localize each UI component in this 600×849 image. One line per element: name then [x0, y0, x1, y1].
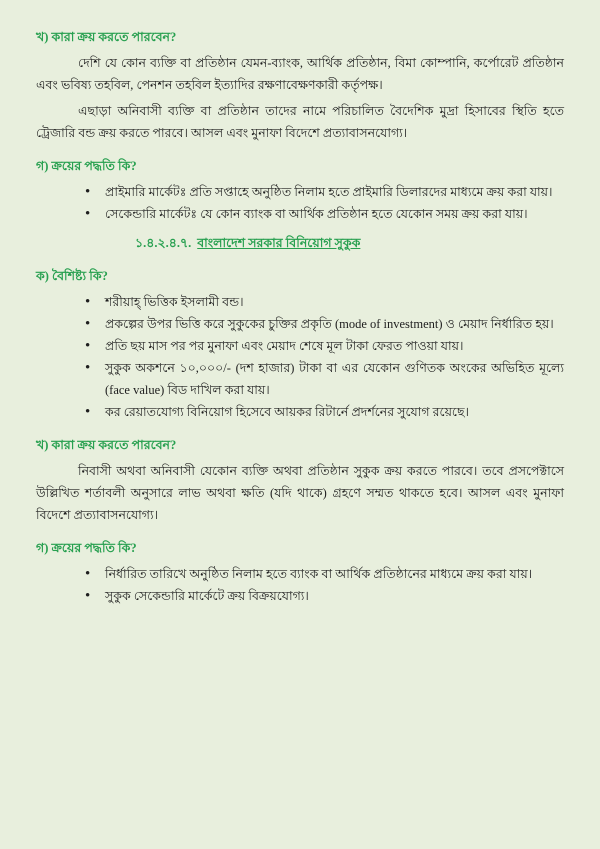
- bullet-item-face-value-bid: • সুকুক অকশনে ১০,০০০/- (দশ হাজার) টাকা বা এর যেকোন গুণিতক অংকের অভিহিত মূল্যে (face value) বিড দাখিল করা যায়।: [85, 357, 564, 401]
- purchase-method-2-list: [36, 563, 564, 607]
- purchase-method-1-list: [36, 181, 564, 225]
- heading-who-can-buy-2: খ) কারা ক্রয় করতে পারবেন?: [36, 438, 177, 452]
- paragraph-nonresident-buyers: এছাড়া অনিবাসী ব্যক্তি বা প্রতিষ্ঠান তাদের নামে পরিচালিত বৈদেশিক মুদ্রা হিসাবের স্থিতি হতে ট্রেজারি বন্ড ক্রয় করতে পারবে। আসল এবং মুনাফা বিদেশে প্রত্যাবাসনযোগ্য।: [36, 104, 564, 140]
- bullet-item-tax-rebate: • কর রেয়াতযোগ্য বিনিয়োগ হিসেবে আয়কর রিটার্নে প্রদর্শনের সুযোগ রয়েছে।: [85, 401, 564, 423]
- bullet-item-secondary-tradeable: • সুকুক সেকেন্ডারি মার্কেটে ক্রয় বিক্রয়যোগ্য।: [85, 585, 564, 607]
- features-list: [36, 291, 564, 423]
- heading-features: ক) বৈশিষ্ট্য কি?: [36, 269, 108, 283]
- paragraph-domestic-buyers: দেশি যে কোন ব্যক্তি বা প্রতিষ্ঠান যেমন-ব্যাংক, আর্থিক প্রতিষ্ঠান, বিমা কোম্পানি, কর্পোরেট প্রতিষ্ঠান এবং ভবিষ্য তহবিল, পেনশন তহবিল ইত্যাদির রক্ষণাবেক্ষণকারী কর্তৃপক্ষ।: [36, 56, 564, 92]
- section-title-text: বাংলাদেশ সরকার বিনিয়োগ সুকুক: [197, 236, 361, 250]
- bullet-item-auction-purchase: • নির্ধারিত তারিখে অনুষ্ঠিত নিলাম হতে ব্যাংক বা আর্থিক প্রতিষ্ঠানের মাধ্যমে ক্রয় করা যায়।: [85, 563, 564, 585]
- bullet-item-primary-market: • প্রাইমারি মার্কেটঃ প্রতি সপ্তাহে অনুষ্ঠিত নিলাম হতে প্রাইমারি ডিলারদের মাধ্যমে ক্রয় করা যায়।: [85, 181, 564, 203]
- bullet-item-shariah-bond: • শরীয়াহ্‌ ভিত্তিক ইসলামী বন্ড।: [85, 291, 564, 313]
- heading-who-can-buy-1: খ) কারা ক্রয় করতে পারবেন?: [36, 30, 177, 44]
- bullet-item-six-month-profit: • প্রতি ছয় মাস পর পর মুনাফা এবং মেয়াদ শেষে মূল টাকা ফেরত পাওয়া যায়।: [85, 335, 564, 357]
- heading-purchase-method-2: গ) ক্রয়ের পদ্ধতি কি?: [36, 541, 137, 555]
- section-title-sukuk: [135, 232, 564, 254]
- bullet-item-secondary-market: • সেকেন্ডারি মার্কেটঃ যে কোন ব্যাংক বা আর্থিক প্রতিষ্ঠান হতে যেকোন সময় ক্রয় করা যায়।: [85, 203, 564, 225]
- heading-purchase-method-1: গ) ক্রয়ের পদ্ধতি কি?: [36, 159, 137, 173]
- bullet-item-mode-of-investment: • প্রকল্পের উপর ভিত্তি করে সুকুকের চুক্তির প্রকৃতি (mode of investment) ও মেয়াদ নির্ধারিত হয়।: [85, 313, 564, 335]
- paragraph-sukuk-buyers: নিবাসী অথবা অনিবাসী যেকোন ব্যক্তি অথবা প্রতিষ্ঠান সুকুক ক্রয় করতে পারবে। তবে প্রসপেক্টাসে উল্লিখিত শর্তাবলী অনুসারে লাভ অথবা ক্ষতি (যদি থাকে) গ্রহণে সম্মত থাকতে হবে। আসল এবং মুনাফা বিদেশে প্রত্যাবাসনযোগ্য।: [36, 464, 564, 522]
- section-number: ১.৪.২.৪.৭.: [135, 236, 192, 250]
